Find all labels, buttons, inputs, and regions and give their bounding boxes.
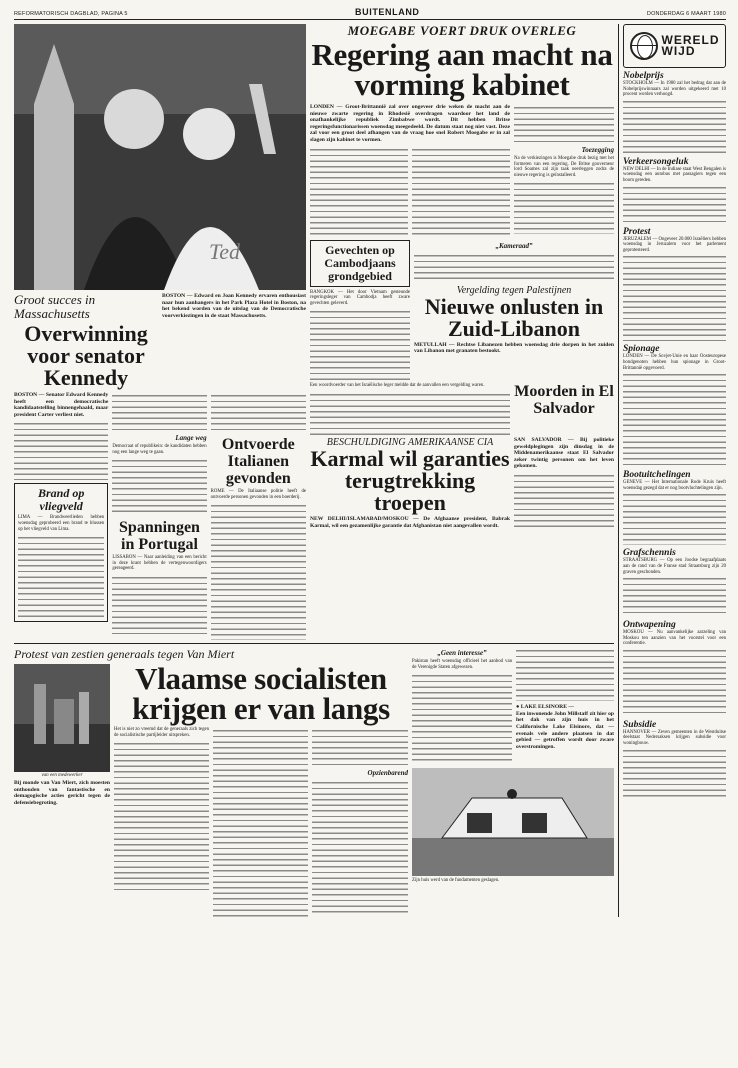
- wereld-wijd-sidebar: [618, 24, 726, 917]
- lake-photo: [412, 768, 614, 876]
- portugal-text-block: [112, 574, 206, 634]
- sidebar-item-title: Nobelprijs: [623, 71, 664, 81]
- sidebar-item-title: Spionage: [623, 344, 660, 355]
- rhodesia-text-block-3: [514, 104, 614, 144]
- portugal-headline: Spanningen in Portugal: [119, 519, 200, 554]
- rhodesia-body: Na de verkiezingen is Moegabe druk bezig met het formeren van een regering. De Britse gouverneur lord Soames zal zijn taak neerleggen zodra de nieuwe regering is geïnstalleerd.: [514, 156, 614, 178]
- kennedy-text-block: [14, 420, 108, 480]
- kennedy-photo: [14, 24, 306, 290]
- sidebar-item-text: LONDEN — De Sovjet-Unie en haar Oosteuropese bondgenoten hebben hun spionage in Groot-Brittannië opgevoerd.: [623, 354, 726, 371]
- generals-text-block: [114, 740, 209, 890]
- sidebar-item-title: Verkeersongeluk: [623, 156, 689, 167]
- kennedy-text-block-4: [211, 392, 306, 432]
- sidebar-item-title: Subsidie: [623, 719, 657, 730]
- cambodia-subhead: „Kameraad”: [495, 241, 533, 250]
- italy-text-block: [211, 502, 306, 640]
- globe-icon: [630, 32, 658, 60]
- generals-kicker: Protest van zestien generaals tegen Van Miert: [14, 647, 235, 662]
- sidebar-item-title: Bootuitchelingen: [623, 470, 691, 481]
- italy-body: ROME — De Italiaanse politie heeft de ontvoerde personen gevonden in een boerderij.: [210, 489, 306, 500]
- generals-subhead: Opzienbarend: [367, 769, 408, 778]
- lake-lead: Een inwonende John Millstaff zit hier op het dak van zijn huis in het Californische Lake Elsinore, dat — evenals vele andere plaatsen in dat gebied — getroffen wordt door zware overstromingen.: [516, 710, 614, 750]
- kennedy-headline: Overwinning voor senator Kennedy: [24, 321, 148, 390]
- portugal-body: LISSABON — Naar aanleiding van een bericht in deze krant hebben de vertegenwoordigers gereageerd.: [112, 555, 207, 572]
- kennedy-lead: BOSTON — Senator Edward Kennedy heeft een democratische kandidaatstelling binnengehaald, maar president Carter verliest niet.: [14, 392, 109, 418]
- sidebar-text-block: [623, 253, 726, 341]
- sidebar-item-text: STRAATSBURG — Op een Joodse begraafplaats aan de rand van de Franse stad Straatsburg zijn 20 graven geschonden.: [623, 558, 726, 575]
- sidebar-text-block: [623, 371, 726, 467]
- kennedy-photo-image: [14, 24, 306, 290]
- sidebar-item-text: MOSKOU — Nu aanvankelijke aarzeling van Moskou ten aanzien van het voorstel voor een conferentie.: [623, 630, 726, 647]
- sidebar-item-text: JERUZALEM — Ongeveer 20.000 Israëliers hebben woensdag in Jeruzalem voor het parlement geprotesteerd.: [623, 236, 726, 253]
- sidebar-item-text: NEW DELHI — In de Indiase staat West Bengalen is woensdag een autobus met passagiers tegen een boom gereden.: [623, 166, 726, 183]
- generals-lead: Bij monde van Van Miert, zich moesten onthouden van fantastische en demagogische acties gericht tegen de defensiebegroting.: [14, 780, 110, 806]
- generals-photo-image: [14, 664, 110, 772]
- sidebar-text-block: [623, 647, 726, 717]
- lebanon-text-block: [310, 391, 510, 435]
- rhodesia-subhead: Toezegging: [581, 146, 614, 154]
- generals-photo-caption: van een medewerker: [41, 773, 83, 779]
- sidebar-text-block: [623, 575, 726, 617]
- kennedy-photo-caption: BOSTON — Edward en Joan Kennedy ervaren enthousiast naar hun aanhangers in het Park Plaza Hotel in Boston, na het bekend worden van de uitslag van de Democratische voorverkiezingen in de staat Massachusetts.: [162, 293, 306, 319]
- generals-headline: Vlaamse socialisten krijgen er van langs: [132, 661, 390, 727]
- cambodia-text-block: [310, 308, 410, 380]
- cambodia-text-block-2: [414, 252, 614, 282]
- karmal-lead: NEW DELHI/ISLAMABAD/MOSKOU — De Afghaanse president, Babrak Karmal, wil een gezamenlijke garantie dat Afghanistan niet aangevallen wordt.: [310, 515, 510, 529]
- cambodia-headline: Gevechten op Cambodjaans grondgebied: [324, 242, 396, 283]
- kennedy-kicker: Groot succes in Massachusetts: [14, 292, 96, 321]
- brand-text-block: [18, 534, 104, 618]
- lake-subhead: ● LAKE ELSINORE —: [516, 704, 574, 711]
- cambodia-body: BANGKOK — Het door Vietnam gesteunde regeringsleger van Cambodja heeft zware gevechten geleverd.: [310, 289, 410, 306]
- masthead: [14, 6, 726, 20]
- rhodesia-lead: LONDEN — Groot-Brittannië zal over ongeveer drie weken de macht aan de nieuwe zwarte regering in Rhodesië overdragen waardoor het land de onafhankelijke republiek Zimbabwe wordt. Dit hebben Britse regeringsfunctionarissen woensdag meegedeeld. De datum staat nog niet vast. Deze zal voor een groot deel afhangen van de vraag hoe snel Robert Moegabe er in zal slagen zijn kabinet te vormen.: [310, 104, 510, 143]
- rhodesia-text-block-2: [412, 146, 510, 236]
- kennedy-text-block-2: [112, 392, 206, 432]
- sidebar-item-title: Protest: [623, 226, 651, 237]
- karmal-text-block: [412, 672, 512, 764]
- lake-body: Zijn huis werd van de fundamenten geslagen.: [412, 878, 500, 884]
- brand-body: LIMA — Brandweerlieden hebben woensdag geprobeerd een brand te blussen op het vliegveld van Lima.: [18, 515, 105, 532]
- rhodesia-kicker: MOEGABE VOERT DRUK OVERLEG: [347, 23, 577, 38]
- generals-text-block-4: [312, 779, 408, 915]
- logo-bottom-text: WIJD: [661, 44, 696, 58]
- italy-headline: Ontvoerde Italianen gevonden: [221, 436, 295, 487]
- masthead-date: DONDERDAG 6 MAART 1980: [646, 11, 726, 17]
- masthead-left: REFORMATORISCH DAGBLAD, PAGINA 5: [14, 11, 128, 17]
- sidebar-item-text: STOCKHOLM — In 1980 zal het bedrag dat aan de Nobelprijswinnaars zal worden uitgekeerd met 10 procent worden verhoogd.: [623, 81, 726, 98]
- logo-top-text: WERELD: [661, 33, 720, 47]
- sidebar-text-block: [623, 184, 726, 224]
- cambodia-box: [310, 240, 410, 287]
- lake-photo-image: [412, 768, 614, 876]
- brand-box: [14, 483, 108, 622]
- karmal-subhead: „Geen interesse”: [437, 649, 487, 658]
- rhodesia-text-block: [310, 146, 408, 236]
- lebanon-headline: Nieuwe onlusten in Zuid-Libanon: [424, 293, 604, 341]
- sidebar-text-block: [623, 747, 726, 799]
- rhodesia-headline: Regering aan macht na vorming kabinet: [311, 37, 613, 102]
- svg-text:Ted: Ted: [209, 239, 240, 264]
- sidebar-item-text: GENEVE — Het Internationale Rode Kruis heeft woensdag gezegd dat er nog bootvluchtelingen zijn.: [623, 480, 726, 491]
- sidebar-item-title: Ontwapening: [623, 620, 676, 631]
- karmal-body: Pakistan heeft woensdag officieel het aanbod van de Verenigde Staten afgewezen.: [412, 659, 512, 670]
- lebanon-kicker: Vergelding tegen Palestijnen: [456, 284, 572, 296]
- brand-headline: Brand op vliegveld: [37, 486, 85, 514]
- karmal-headline: Karmal wil garanties terugtrekking troepen: [310, 445, 510, 515]
- generals-text-block-2: [213, 727, 308, 917]
- generals-photo: [14, 664, 110, 772]
- salvador-headline: Moorden in El Salvador: [514, 383, 614, 418]
- salvador-text-block: [514, 472, 614, 530]
- kennedy-text-block-3: [112, 457, 206, 515]
- lebanon-body: Een woordvoerder van het Israëlische leger meldde dat de aanvallen een vergelding waren.: [310, 383, 485, 389]
- sidebar-text-block: [623, 98, 726, 154]
- rhodesia-text-block-4: [514, 180, 614, 234]
- masthead-section: BUITENLAND: [355, 7, 420, 17]
- sidebar-item-title: Grafschennis: [623, 548, 676, 559]
- sidebar-item-text: HANNOVER — Zeven gemeenten in de Westduitse deelstaat Nedersaksen krijgen subsidie voor woningbouw.: [623, 729, 726, 747]
- karmal-kicker: BESCHULDIGING AMERIKAANSE CIA: [326, 436, 494, 448]
- generals-text-block-3: [312, 727, 408, 767]
- salvador-lead: SAN SALVADOR — Bij politieke geweldplegingen zijn dinsdag in de Middenamerikaanse staat El Salvador zeker twintig personen om het leven gekomen.: [514, 436, 614, 470]
- lebanon-lead: METULLAH — Rechtse Libanezen hebben woensdag drie dorpen in het zuiden van Libanon met granaten bestookt.: [414, 341, 614, 355]
- kennedy-subhead: Lange weg: [175, 434, 207, 442]
- sidebar-text-block: [623, 491, 726, 545]
- karmal-text-block-2: [516, 647, 614, 701]
- kennedy-body: Democraat of republikein: de kandidaten hebben nog een lange weg te gaan.: [112, 444, 207, 455]
- generals-body: Het is niet zo vreemd dat de generaals zich tegen de socialistische partijleider uitspreken.: [114, 727, 209, 738]
- wereld-wijd-logo: [623, 24, 726, 68]
